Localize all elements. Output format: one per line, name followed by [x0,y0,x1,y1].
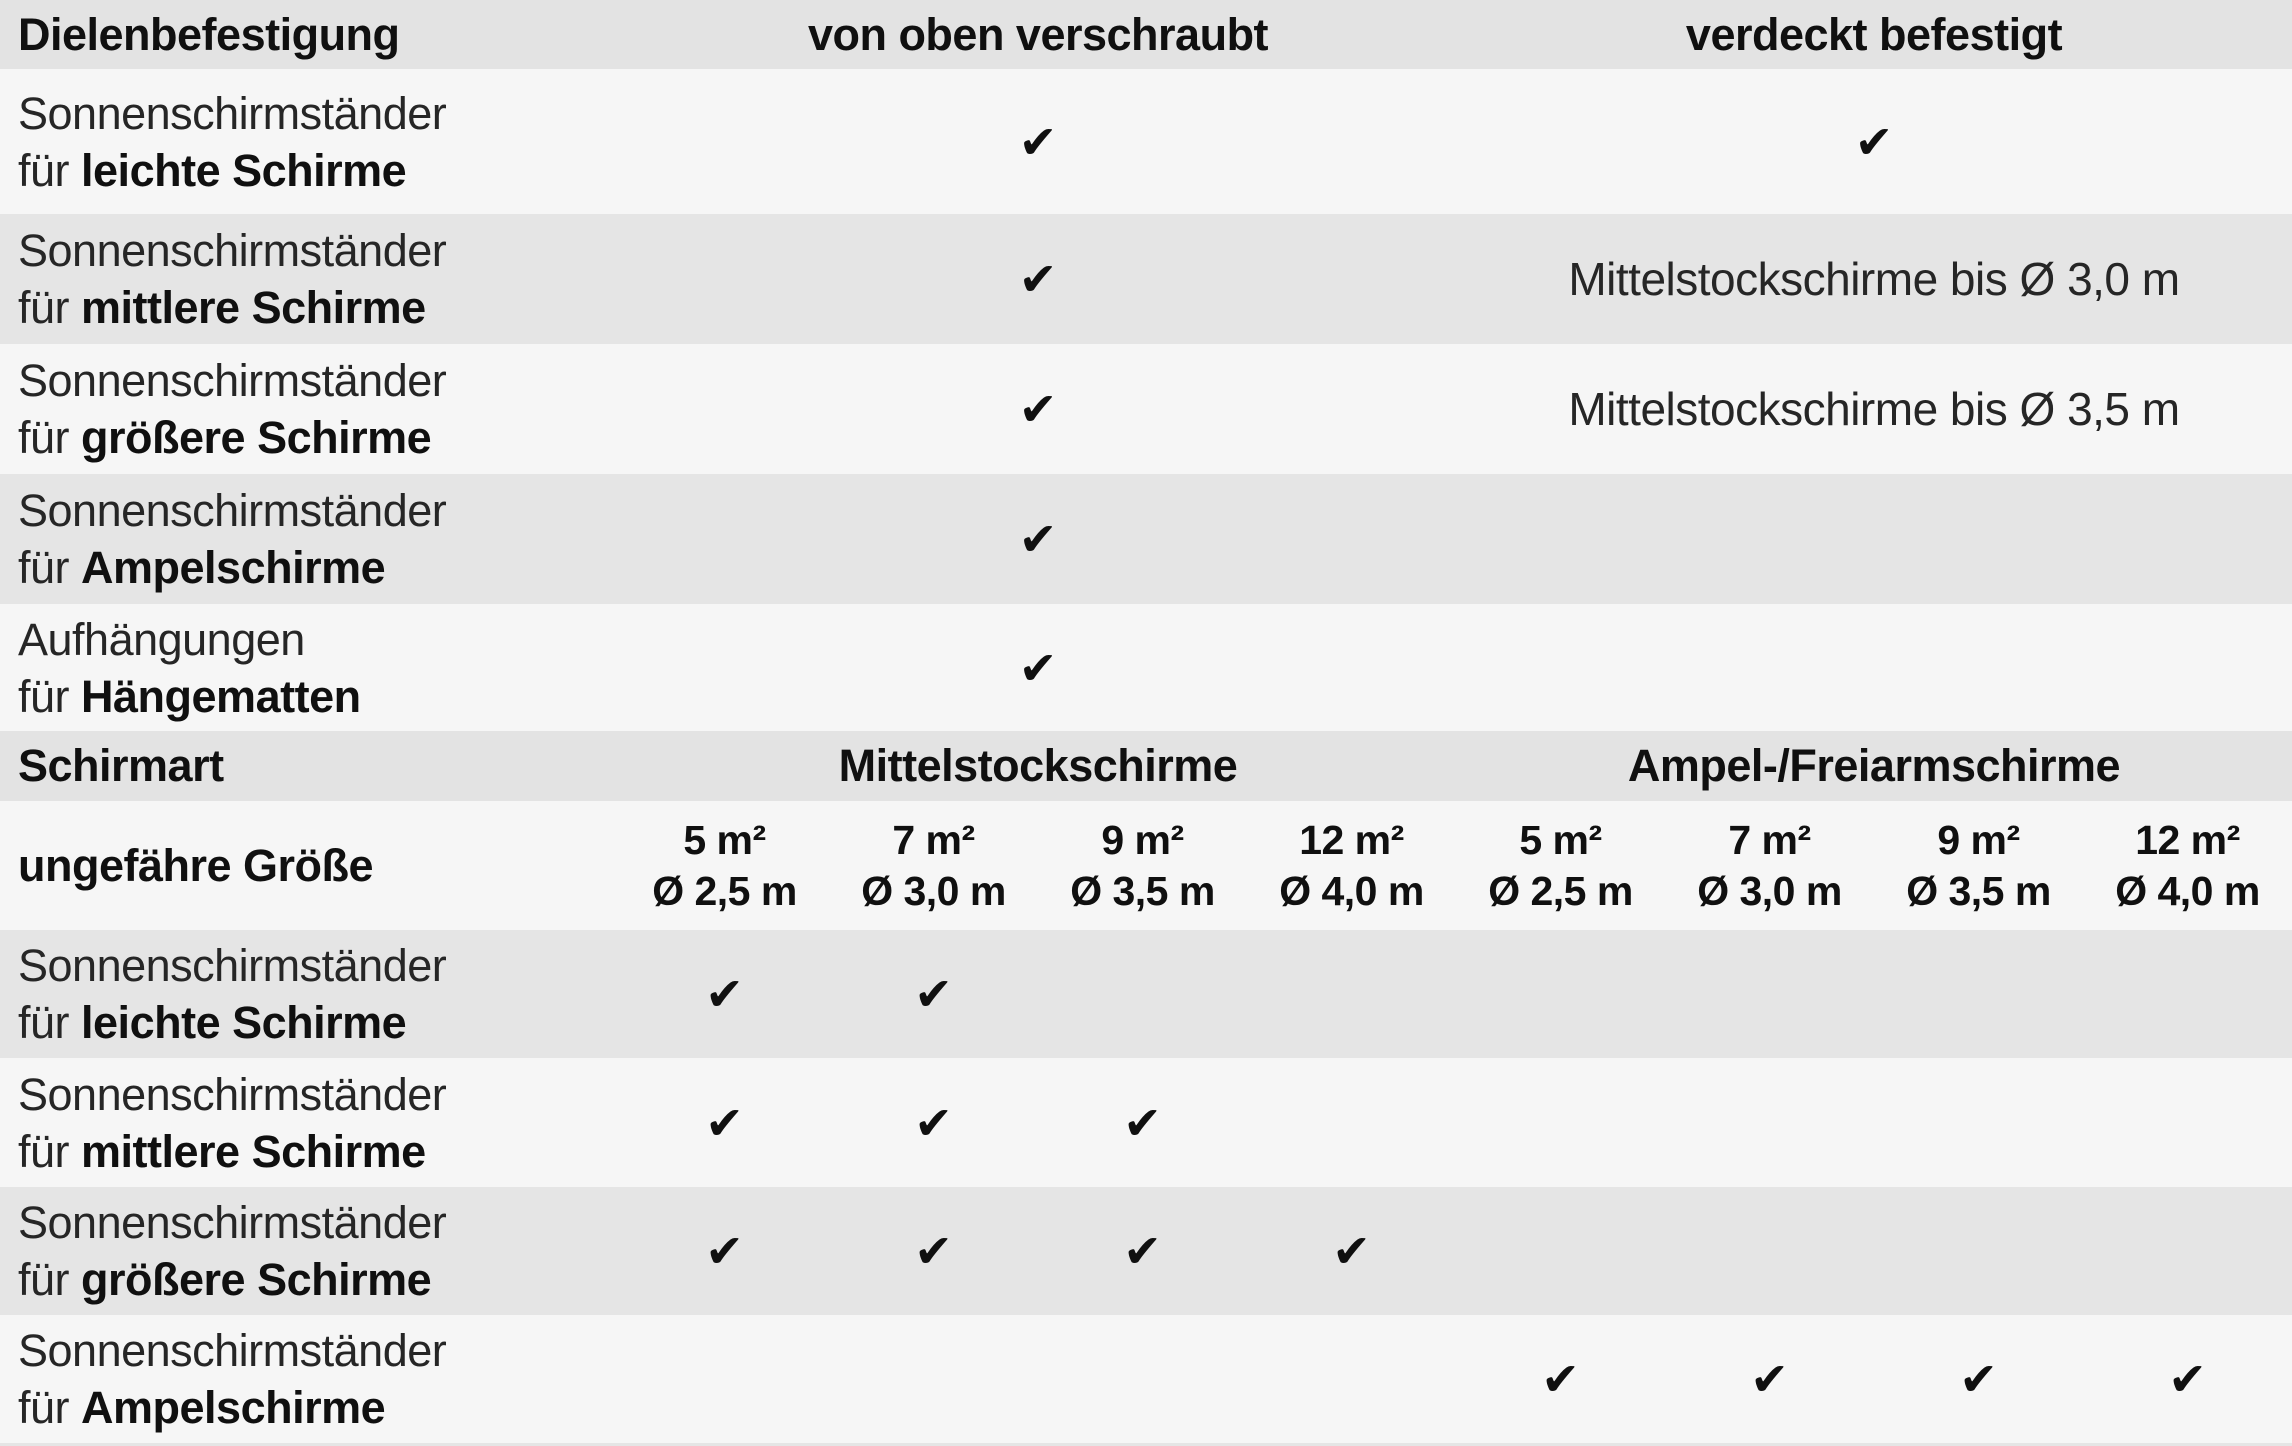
check-icon: ✔ [1332,1225,1371,1277]
row-label-bold: leichte Schirme [81,144,407,196]
row-label-line1: Sonnenschirmständer [18,1325,447,1376]
check-icon: ✔ [1959,1353,1998,1405]
check-icon: ✔ [1018,513,1058,565]
size-diameter: Ø 4,0 m [2115,867,2260,914]
size-row-label: ungefähre Größe [18,839,374,891]
row-label-prefix: für [18,282,82,333]
row-label-bold: Ampelschirme [81,1382,386,1433]
check-cell [620,930,829,1058]
section1-header-label-cell [0,0,620,69]
check-cell [829,1315,1038,1443]
table-row-ampelschirme [0,1315,2292,1443]
check-cell [1665,1058,1874,1187]
check-icon: ✔ [914,1225,953,1277]
row-label-bold: mittlere Schirme [81,1125,426,1177]
check-cell [1874,1187,2083,1315]
table-row-mittlere-schirme [0,214,2292,344]
check-cell [2083,930,2292,1058]
label-cell [0,1058,620,1187]
size-area: 7 m² [1728,816,1811,863]
row-label [18,1066,446,1180]
check-cell [1456,1315,1665,1443]
row-label-bold: mittlere Schirme [81,282,426,333]
check-cell [620,1187,829,1315]
check-icon: ✔ [705,1096,744,1149]
label-cell [0,69,620,214]
size-diameter: Ø 3,0 m [1697,867,1842,914]
check-icon: ✔ [2168,1353,2207,1405]
concealed-note: Mittelstockschirme bis Ø 3,5 m [1568,383,2180,435]
check-icon: ✔ [914,968,953,1020]
check-cell [1456,930,1665,1058]
row-label-bold: Ampelschirme [81,542,386,593]
check-cell [1247,930,1456,1058]
check-icon: ✔ [1123,1096,1162,1149]
check-icon: ✔ [914,1096,953,1149]
check-icon: ✔ [1541,1353,1580,1405]
section1-header-concealed-cell [1456,0,2292,69]
label-cell [0,474,620,604]
table-row-groessere-schirme [0,344,2292,474]
label-cell [0,1187,620,1315]
check-cell [1665,1315,1874,1443]
size-area: 5 m² [1519,816,1602,863]
size-area: 9 m² [1937,816,2020,863]
table-row-mittlere-schirme [0,1058,2292,1187]
concealed-note: Mittelstockschirme bis Ø 3,0 m [1568,253,2180,305]
size-diameter: Ø 3,5 m [1906,867,2051,914]
check-cell [620,214,1456,344]
check-cell [1874,1058,2083,1187]
label-cell [0,1315,620,1443]
size-diameter: Ø 3,0 m [861,867,1006,914]
table-row-ampelschirme [0,474,2292,604]
check-icon: ✔ [1018,115,1058,168]
label-cell [0,214,620,344]
group-header-mittelstock [620,731,1456,801]
check-cell [620,69,1456,214]
check-cell [2083,1058,2292,1187]
size-diameter: Ø 2,5 m [1488,867,1633,914]
row-label-bold: leichte Schirme [81,997,407,1048]
size-cell [2083,801,2292,930]
size-cell [1456,801,1665,930]
size-row [0,801,2292,930]
size-cell [1665,801,1874,930]
size-diameter: Ø 2,5 m [652,867,797,914]
size-area: 12 m² [2135,816,2240,863]
check-cell [1247,1058,1456,1187]
note-cell [1456,214,2292,344]
check-cell [1456,1058,1665,1187]
size-diameter: Ø 3,5 m [1070,867,1215,914]
size-diameter: Ø 4,0 m [1279,867,1424,914]
check-cell [1874,930,2083,1058]
section2-header-row [0,731,2292,801]
row-label-line1: Sonnenschirmständer [18,1197,447,1248]
row-label-prefix: für [18,997,82,1048]
row-label-line1: Sonnenschirmständer [18,355,447,406]
check-cell [829,1187,1038,1315]
row-label-prefix: für [18,412,82,463]
row-label [18,85,446,199]
check-cell [620,1058,829,1187]
check-cell [1247,1315,1456,1443]
check-icon: ✔ [705,968,744,1020]
row-label-bold: größere Schirme [81,412,432,463]
row-label [18,222,446,336]
label-cell [0,604,620,731]
check-cell [829,1058,1038,1187]
schirmart-section [0,731,2292,1443]
table-row-haengematten [0,604,2292,731]
section1-header-screwed-cell [620,0,1456,69]
section1-header-row [0,0,2292,69]
row-label [18,352,446,466]
row-label [18,937,446,1051]
group-header-mittelstock-label: Mittelstockschirme [838,740,1238,791]
check-icon: ✔ [1123,1225,1162,1277]
check-cell [620,474,1456,604]
size-cell [829,801,1038,930]
table-row-leichte-schirme [0,930,2292,1058]
section1-title: Dielenbefestigung [18,8,400,60]
row-label [18,1194,446,1308]
check-cell [1038,1058,1247,1187]
label-cell [0,930,620,1058]
row-label-prefix: für [18,1254,82,1305]
section2-header-label-cell [0,731,620,801]
check-cell [620,344,1456,474]
empty-cell [1456,474,2292,604]
row-label-line1: Sonnenschirmständer [18,940,447,991]
row-label-line1: Sonnenschirmständer [18,485,447,536]
column-header-concealed: verdeckt befestigt [1685,8,2063,60]
size-cell [1038,801,1247,930]
row-label-prefix: für [18,144,82,196]
row-label-prefix: für [18,670,82,722]
check-cell [1456,1187,1665,1315]
check-icon: ✔ [1018,383,1058,435]
check-cell [2083,1187,2292,1315]
row-label-bold: Hängematten [81,670,361,722]
section2-title: Schirmart [18,740,224,791]
check-icon: ✔ [1018,641,1058,694]
size-row-label-cell [0,801,620,930]
check-cell [829,930,1038,1058]
check-cell [1038,1315,1247,1443]
size-area: 9 m² [1101,816,1184,863]
size-area: 5 m² [683,816,766,863]
group-header-ampel-label: Ampel-/Freiarmschirme [1627,740,2121,791]
check-cell [1665,1187,1874,1315]
column-header-screwed: von oben verschraubt [807,8,1269,60]
check-cell [620,1315,829,1443]
check-cell [620,604,1456,731]
table-row-leichte-schirme [0,69,2292,214]
check-icon: ✔ [1750,1353,1789,1405]
group-header-ampel [1456,731,2292,801]
row-label-prefix: für [18,1125,82,1177]
size-cell [620,801,829,930]
row-label-line1: Aufhängungen [18,613,305,665]
row-label-prefix: für [18,542,82,593]
row-label [18,482,446,596]
check-cell [1456,69,2292,214]
check-cell [1038,930,1247,1058]
row-label-prefix: für [18,1382,82,1433]
check-icon: ✔ [705,1225,744,1277]
size-cell [1247,801,1456,930]
table-row-groessere-schirme [0,1187,2292,1315]
check-cell [1874,1315,2083,1443]
check-cell [1665,930,1874,1058]
row-label-line1: Sonnenschirmständer [18,87,447,139]
empty-cell [1456,604,2292,731]
size-area: 7 m² [892,816,975,863]
check-cell [1247,1187,1456,1315]
size-area: 12 m² [1299,816,1404,863]
row-label [18,611,361,725]
row-label [18,1322,446,1436]
size-cell [1874,801,2083,930]
row-label-line1: Sonnenschirmständer [18,225,447,276]
label-cell [0,344,620,474]
row-label-line1: Sonnenschirmständer [18,1068,447,1120]
note-cell [1456,344,2292,474]
check-cell [2083,1315,2292,1443]
check-cell [1038,1187,1247,1315]
check-icon: ✔ [1018,253,1058,305]
row-label-bold: größere Schirme [81,1254,432,1305]
check-icon: ✔ [1854,115,1894,168]
